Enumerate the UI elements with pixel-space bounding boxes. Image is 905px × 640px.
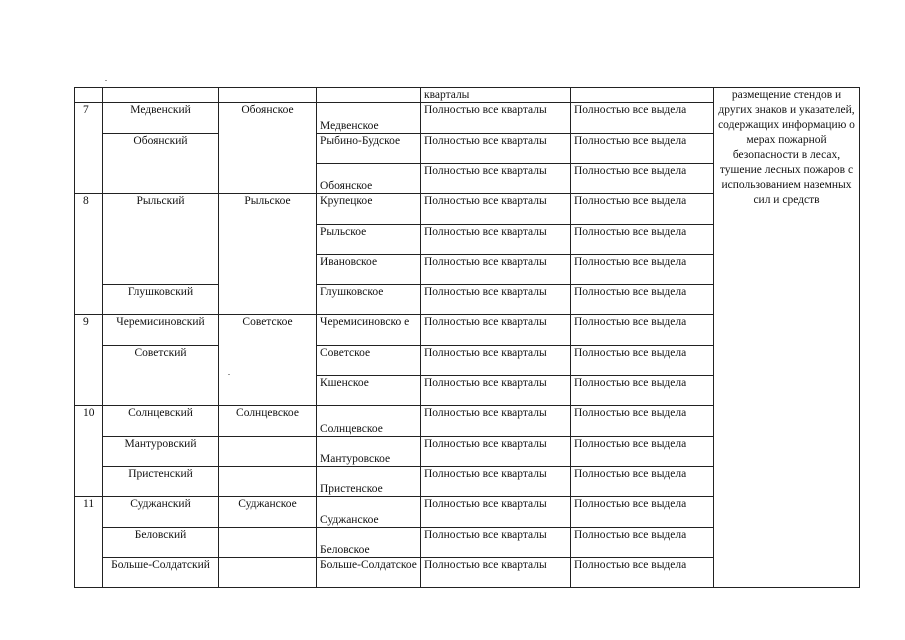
subforestry-cell: Солнцевское bbox=[317, 406, 421, 437]
district-cell: Глушковский bbox=[103, 285, 219, 315]
quarters-cell: Полностью все кварталы bbox=[421, 255, 571, 285]
num-cell: 8 bbox=[75, 194, 103, 315]
quarters-cell: Полностью все кварталы bbox=[421, 164, 571, 194]
scan-speck bbox=[105, 80, 107, 81]
plots-cell: Полностью все выдела bbox=[571, 467, 714, 497]
quarters-cell: Полностью все кварталы bbox=[421, 376, 571, 406]
quarters-cell: Полностью все кварталы bbox=[421, 467, 571, 497]
forestry-cell: Обоянское bbox=[219, 103, 317, 194]
forestry-cell bbox=[219, 88, 317, 103]
district-cell bbox=[103, 88, 219, 103]
subforestry-cell: Кшенское bbox=[317, 376, 421, 406]
forestry-cell: Суджанское bbox=[219, 497, 317, 528]
district-cell: Пристенский bbox=[103, 467, 219, 497]
quarters-cell: Полностью все кварталы bbox=[421, 437, 571, 467]
plots-cell: Полностью все выдела bbox=[571, 497, 714, 528]
plots-cell: Полностью все выдела bbox=[571, 528, 714, 558]
subforestry-cell: Больше-Солдатское bbox=[317, 558, 421, 588]
subforestry-cell: Обоянское bbox=[317, 164, 421, 194]
district-cell: Беловский bbox=[103, 528, 219, 558]
subforestry-cell: Суджанское bbox=[317, 497, 421, 528]
forestry-cell: Солнцевское bbox=[219, 406, 317, 437]
quarters-cell: Полностью все кварталы bbox=[421, 134, 571, 164]
quarters-cell: кварталы bbox=[421, 88, 571, 103]
forestry-cell bbox=[219, 558, 317, 588]
subforestry-cell: Черемисиновско е bbox=[317, 315, 421, 346]
notes-cell: размещение стендов и других знаков и указателей, содержащих информацию о мерах пожарной безопасности в лесах, тушение лесных пожаров с использованием наземных сил и средств bbox=[714, 88, 860, 588]
plots-cell: Полностью все выдела bbox=[571, 164, 714, 194]
quarters-cell: Полностью все кварталы bbox=[421, 497, 571, 528]
subforestry-cell: Ивановское bbox=[317, 255, 421, 285]
plots-cell: Полностью все выдела bbox=[571, 437, 714, 467]
num-cell: 7 bbox=[75, 103, 103, 194]
subforestry-cell: Советское bbox=[317, 346, 421, 376]
num-cell: 11 bbox=[75, 497, 103, 588]
forestry-cell: Рыльское bbox=[219, 194, 317, 315]
quarters-cell: Полностью все кварталы bbox=[421, 558, 571, 588]
quarters-cell: Полностью все кварталы bbox=[421, 528, 571, 558]
quarters-cell: Полностью все кварталы bbox=[421, 225, 571, 255]
district-cell: Суджанский bbox=[103, 497, 219, 528]
subforestry-cell bbox=[317, 88, 421, 103]
subforestry-cell: Рыльское bbox=[317, 225, 421, 255]
subforestry-cell: Пристенское bbox=[317, 467, 421, 497]
subforestry-cell: Мантуровское bbox=[317, 437, 421, 467]
quarters-cell: Полностью все кварталы bbox=[421, 285, 571, 315]
table-row bbox=[75, 88, 860, 103]
plots-cell: Полностью все выдела bbox=[571, 225, 714, 255]
plots-cell: Полностью все выдела bbox=[571, 406, 714, 437]
subforestry-cell: Крупецкое bbox=[317, 194, 421, 225]
forestry-cell: Советское bbox=[219, 315, 317, 406]
num-cell: 10 bbox=[75, 406, 103, 497]
forestry-cell bbox=[219, 467, 317, 497]
district-cell: Больше-Солдатский bbox=[103, 558, 219, 588]
quarters-cell: Полностью все кварталы bbox=[421, 194, 571, 225]
quarters-cell: Полностью все кварталы bbox=[421, 315, 571, 346]
quarters-cell: Полностью все кварталы bbox=[421, 406, 571, 437]
district-cell: Советский bbox=[103, 346, 219, 406]
plots-cell bbox=[571, 88, 714, 103]
subforestry-cell: Рыбино-Будское bbox=[317, 134, 421, 164]
plots-cell: Полностью все выдела bbox=[571, 285, 714, 315]
forestry-cell bbox=[219, 528, 317, 558]
plots-cell: Полностью все выдела bbox=[571, 346, 714, 376]
forestry-cell bbox=[219, 437, 317, 467]
plots-cell: Полностью все выдела bbox=[571, 315, 714, 346]
subforestry-cell: Глушковское bbox=[317, 285, 421, 315]
quarters-cell: Полностью все кварталы bbox=[421, 103, 571, 134]
subforestry-cell: Беловское bbox=[317, 528, 421, 558]
district-cell: Черемисиновский bbox=[103, 315, 219, 346]
scan-speck bbox=[228, 374, 230, 375]
plots-cell: Полностью все выдела bbox=[571, 134, 714, 164]
forestry-table bbox=[74, 87, 860, 588]
plots-cell: Полностью все выдела bbox=[571, 558, 714, 588]
plots-cell: Полностью все выдела bbox=[571, 103, 714, 134]
plots-cell: Полностью все выдела bbox=[571, 194, 714, 225]
plots-cell: Полностью все выдела bbox=[571, 255, 714, 285]
district-cell: Мантуровский bbox=[103, 437, 219, 467]
quarters-cell: Полностью все кварталы bbox=[421, 346, 571, 376]
district-cell: Обоянский bbox=[103, 134, 219, 194]
num-cell bbox=[75, 88, 103, 103]
district-cell: Рыльский bbox=[103, 194, 219, 285]
subforestry-cell: Медвенское bbox=[317, 103, 421, 134]
num-cell: 9 bbox=[75, 315, 103, 406]
district-cell: Солнцевский bbox=[103, 406, 219, 437]
plots-cell: Полностью все выдела bbox=[571, 376, 714, 406]
district-cell: Медвенский bbox=[103, 103, 219, 134]
